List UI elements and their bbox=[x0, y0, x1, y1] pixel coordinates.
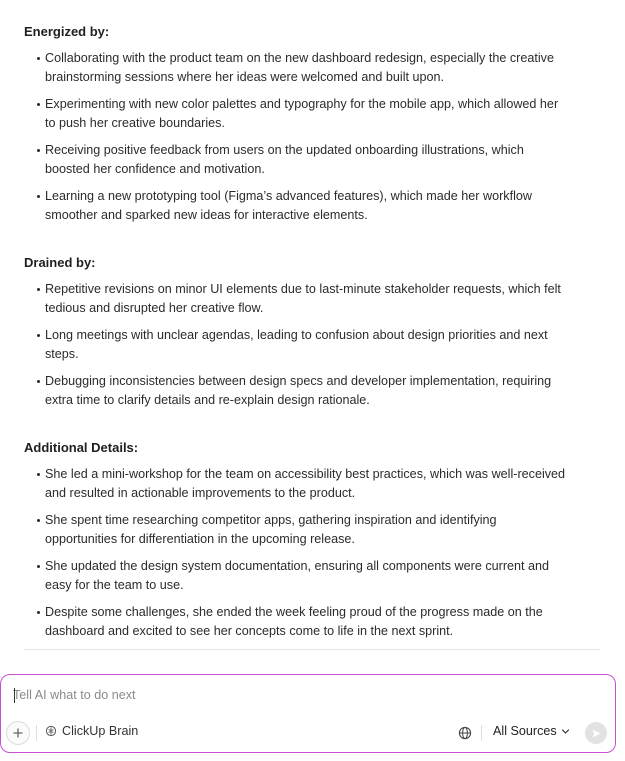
content-divider bbox=[24, 649, 600, 650]
list-item-line: Receiving positive feedback from users on the updated onboarding illustrations, which bbox=[45, 143, 524, 157]
text-caret bbox=[14, 688, 15, 703]
list-item-line: She updated the design system documentation, ensuring all components were current and bbox=[45, 559, 550, 573]
list-item bbox=[24, 511, 600, 549]
list-item bbox=[24, 95, 600, 133]
list-item-line: Long meetings with unclear agendas, leading to confusion about design priorities and next bbox=[45, 328, 548, 342]
list-item-line: Collaborating with the product team on the new dashboard redesign, especially the creative bbox=[45, 51, 554, 65]
ai-prompt-composer bbox=[0, 674, 616, 753]
sources-label: All Sources bbox=[493, 724, 557, 738]
toolbar-separator bbox=[36, 725, 37, 741]
brain-icon bbox=[45, 725, 57, 737]
list-item-line: boosted her confidence and motivation. bbox=[45, 162, 265, 176]
list-item bbox=[24, 187, 600, 225]
list-item-line: dashboard and excited to see her concepts come to life in the next sprint. bbox=[45, 624, 454, 638]
bullet-list bbox=[24, 280, 600, 410]
list-item-line: She led a mini-workshop for the team on accessibility best practices, which was well-received bbox=[45, 467, 566, 481]
list-item-line: tedious and disrupted her creative flow. bbox=[45, 301, 264, 315]
list-item bbox=[24, 465, 600, 503]
sources-dropdown[interactable] bbox=[493, 724, 570, 738]
list-item bbox=[24, 49, 600, 87]
list-item-line: smoother and sparked new ideas for interactive elements. bbox=[45, 208, 368, 222]
section-heading: Energized by: bbox=[24, 24, 110, 39]
bullet-list bbox=[24, 465, 600, 641]
list-item-line: Repetitive revisions on minor UI elements due to last-minute stakeholder requests, which felt bbox=[45, 282, 561, 296]
list-item-line: Experimenting with new color palettes and typography for the mobile app, which allowed her bbox=[45, 97, 559, 111]
list-item bbox=[24, 603, 600, 641]
globe-icon[interactable] bbox=[458, 726, 472, 740]
section-additional-details bbox=[24, 439, 600, 641]
toolbar-separator bbox=[481, 725, 482, 741]
list-item-line: Despite some challenges, she ended the week feeling proud of the progress made on the bbox=[45, 605, 543, 619]
section-heading: Drained by: bbox=[24, 255, 96, 270]
add-button[interactable] bbox=[6, 721, 30, 745]
bullet-list bbox=[24, 49, 600, 225]
list-item-line: to push her creative boundaries. bbox=[45, 116, 225, 130]
list-item bbox=[24, 372, 600, 410]
list-item-line: extra time to clarify details and re-explain design rationale. bbox=[45, 393, 370, 407]
send-icon bbox=[591, 728, 602, 739]
prompt-input[interactable] bbox=[13, 685, 573, 705]
list-item-line: She spent time researching competitor apps, gathering inspiration and identifying bbox=[45, 513, 497, 527]
list-item-line: brainstorming sessions where her ideas were welcomed and built upon. bbox=[45, 70, 445, 84]
section-energized bbox=[24, 23, 600, 225]
list-item bbox=[24, 141, 600, 179]
section-drained bbox=[24, 254, 600, 410]
list-item bbox=[24, 557, 600, 595]
chevron-down-icon bbox=[561, 727, 570, 736]
list-item-line: Debugging inconsistencies between design specs and developer implementation, requiring bbox=[45, 374, 552, 388]
list-item-line: steps. bbox=[45, 347, 79, 361]
clickup-brain-button[interactable] bbox=[45, 724, 138, 738]
list-item-line: easy for the team to use. bbox=[45, 578, 184, 592]
list-item-line: opportunities for differentiation in the upcoming release. bbox=[45, 532, 355, 546]
brain-label: ClickUp Brain bbox=[62, 724, 139, 738]
list-item bbox=[24, 326, 600, 364]
list-item bbox=[24, 280, 600, 318]
send-button[interactable] bbox=[585, 722, 607, 744]
section-heading: Additional Details: bbox=[24, 440, 139, 455]
list-item-line: Learning a new prototyping tool (Figma’s advanced features), which made her workflow bbox=[45, 189, 532, 203]
plus-icon bbox=[13, 728, 23, 738]
list-item-line: and resulted in actionable improvements to the product. bbox=[45, 486, 356, 500]
